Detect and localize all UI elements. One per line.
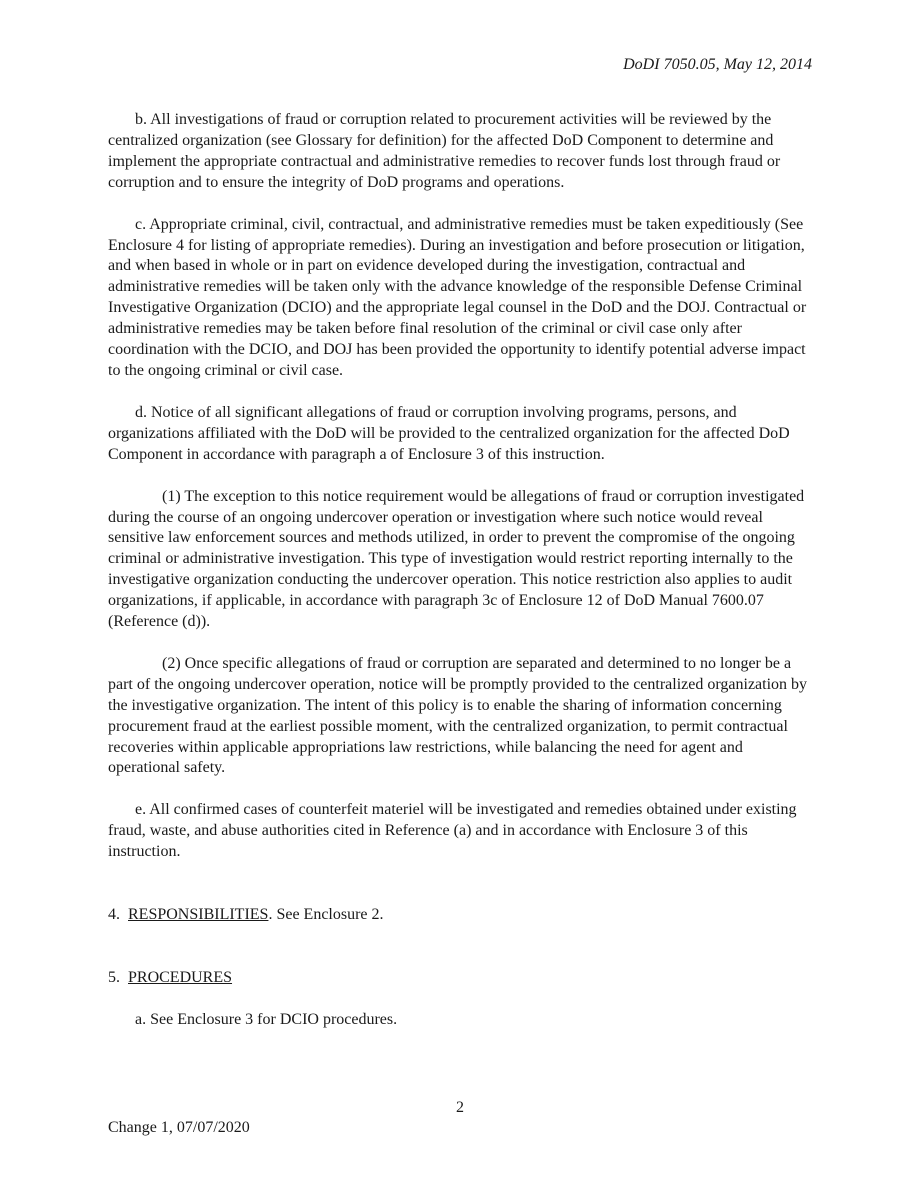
- section-4-responsibilities: [108, 905, 813, 926]
- section-5-number: 5.: [108, 969, 120, 986]
- paragraph-d: d. Notice of all significant allegations of fraud or corruption involving programs, persons, and organizations affiliated with the DoD will be provided to the centralized organization for the affected DoD Component in accordance with paragraph a of Enclosure 3 of this instruction.: [108, 403, 790, 463]
- paragraph-b: b. All investigations of fraud or corruption related to procurement activities will be reviewed by the centralized organization (see Glossary for definition) for the affected DoD Component to determine and implement the appropriate contractual and administrative remedies to recover funds lost through fraud or corruption and to ensure the integrity of DoD programs and operations.: [108, 111, 781, 191]
- section-4-text: . See Enclosure 2.: [268, 906, 384, 924]
- paragraph-d2: (2) Once specific allegations of fraud or corruption are separated and determined to no longer be a part of the ongoing undercover operation, notice will be promptly provided to the centralized organization by the investigative organization. The intent of this policy is to enable the sharing of information concerning procurement fraud at the earliest possible moment, with the centralized organization, to permit contractual recoveries within applicable appropriations law restrictions, while balancing the need for agent and operational safety.: [108, 654, 808, 777]
- change-footer: Change 1, 07/07/2020: [108, 1119, 250, 1136]
- paragraph-c: c. Appropriate criminal, civil, contractual, and administrative remedies must be taken expeditiously (See Enclosure 4 for listing of appropriate remedies). During an investigation and before prosecution or litigation, and when based in whole or in part on evidence developed during the investigation, contractual and administrative remedies will be taken only with the advance knowledge of the responsible Defense Criminal Investigative Organization (DCIO) and the appropriate legal counsel in the DoD and the DOJ. Contractual or administrative remedies may be taken before final resolution of the criminal or civil case only after coordination with the DCIO, and DOJ has been provided the opportunity to identify potential adverse impact to the ongoing criminal or civil case.: [108, 215, 807, 379]
- section-5-title: PROCEDURES: [128, 969, 233, 986]
- paragraph-5a: a. See Enclosure 3 for DCIO procedures.: [135, 1010, 398, 1028]
- document-header: DoDI 7050.05, May 12, 2014: [623, 56, 812, 73]
- document-body: [108, 110, 813, 1052]
- section-4-number: 4.: [108, 906, 120, 924]
- page-number: 2: [456, 1099, 464, 1116]
- section-4-title: RESPONSIBILITIES: [128, 906, 269, 924]
- section-5-procedures: [108, 968, 813, 989]
- paragraph-e: e. All confirmed cases of counterfeit materiel will be investigated and remedies obtained under existing fraud, waste, and abuse authorities cited in Reference (a) and in accordance with Enclosure 3 of this instruction.: [108, 801, 797, 861]
- paragraph-d1: (1) The exception to this notice requirement would be allegations of fraud or corruption investigated during the course of an ongoing undercover operation or investigation where such notice would reveal sensitive law enforcement sources and methods utilized, in order to prevent the compromise of the ongoing criminal or administrative investigation. This type of investigation would restrict reporting internally to the investigative organization conducting the undercover operation. This notice restriction also applies to audit organizations, if applicable, in accordance with paragraph 3c of Enclosure 12 of DoD Manual 7600.07 (Reference (d)).: [108, 487, 805, 631]
